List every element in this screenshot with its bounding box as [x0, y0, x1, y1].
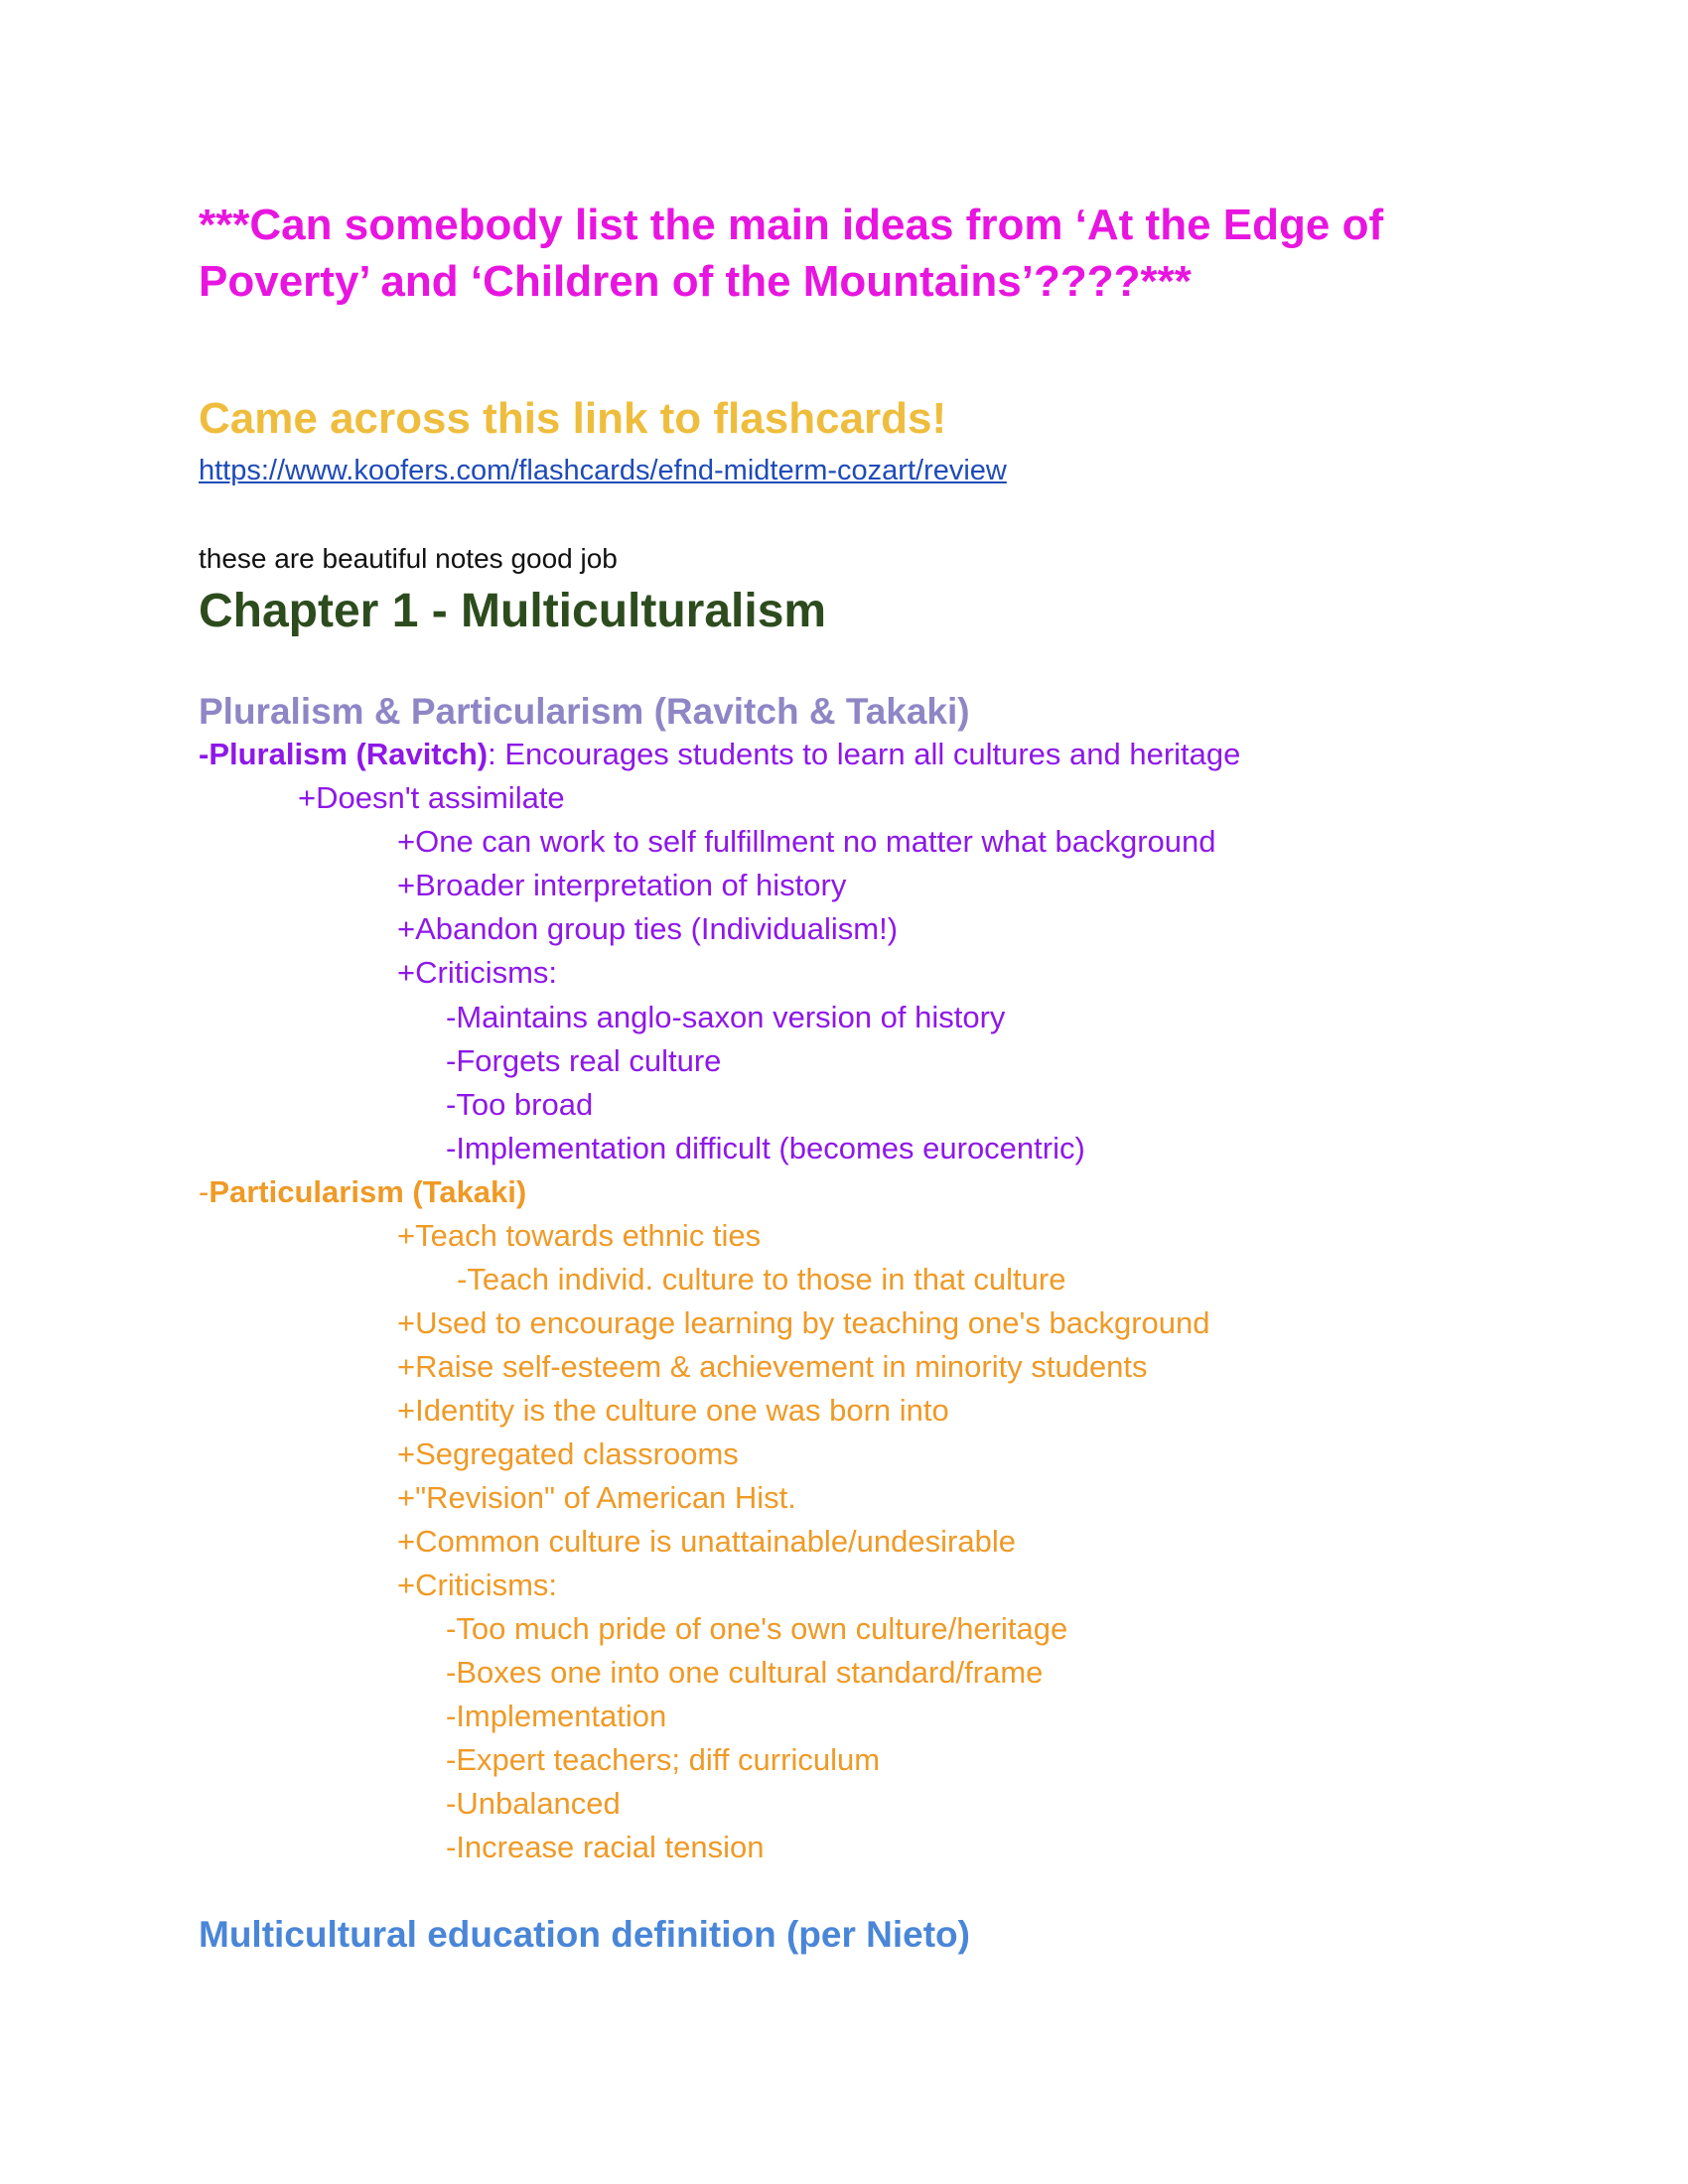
pluralism-criticism: -Maintains anglo-saxon version of history: [446, 1000, 1006, 1034]
question-heading: ***Can somebody list the main ideas from ‘At the Edge of Poverty’ and ‘Children of the Mountains’????***: [199, 201, 1384, 306]
particularism-dash: -: [199, 1174, 210, 1209]
particularism-point: +Teach towards ethnic ties: [397, 1218, 762, 1253]
particularism-criticism: -Too much pride of one's own culture/heritage: [446, 1611, 1068, 1646]
particularism-criticism: -Boxes one into one cultural standard/frame: [446, 1655, 1044, 1690]
particularism-criticisms-label: +Criticisms:: [397, 1568, 558, 1602]
particularism-point: +Identity is the culture one was born into: [397, 1393, 949, 1428]
pluralism-criticism: -Forgets real culture: [446, 1043, 722, 1078]
particularism-point: +Used to encourage learning by teaching one's background: [397, 1305, 1210, 1340]
comment-text: these are beautiful notes good job: [199, 543, 618, 574]
nieto-heading: Multicultural education definition (per Nieto): [199, 1914, 970, 1955]
particularism-point: +"Revision" of American Hist.: [397, 1480, 796, 1515]
chapter-title: Chapter 1 - Multiculturalism: [199, 585, 827, 637]
pluralism-point: +Broader interpretation of history: [397, 868, 847, 902]
particularism-heading: [199, 1173, 526, 1211]
particularism-criticism: -Unbalanced: [446, 1786, 621, 1821]
pluralism-criticisms-label: +Criticisms:: [397, 955, 558, 990]
particularism-criticism: -Increase racial tension: [446, 1830, 765, 1864]
particularism-point: +Raise self-esteem & achievement in minority students: [397, 1349, 1148, 1384]
flashcards-heading: Came across this link to flashcards!: [199, 394, 947, 443]
pluralism-dash: -: [199, 737, 210, 771]
pluralism-criticism: -Implementation difficult (becomes eurocentric): [446, 1131, 1085, 1165]
particularism-term: Particularism (Takaki): [209, 1174, 527, 1209]
pluralism-term: Pluralism (Ravitch): [209, 737, 489, 771]
flashcards-link[interactable]: https://www.koofers.com/flashcards/efnd-midterm-cozart/review: [199, 455, 1007, 486]
pluralism-point: +Doesn't assimilate: [298, 780, 565, 815]
pluralism-definition: [199, 736, 1240, 773]
pluralism-point: +One can work to self fulfillment no matter what background: [397, 824, 1216, 859]
particularism-point: +Segregated classrooms: [397, 1436, 739, 1471]
pluralism-criticism: -Too broad: [446, 1087, 594, 1122]
section-heading: Pluralism & Particularism (Ravitch & Takaki): [199, 691, 970, 732]
particularism-criticism: -Implementation: [446, 1699, 667, 1733]
particularism-subpoint: -Teach individ. culture to those in that culture: [457, 1262, 1066, 1297]
pluralism-point: +Abandon group ties (Individualism!): [397, 911, 899, 946]
particularism-point: +Common culture is unattainable/undesirable: [397, 1524, 1016, 1559]
pluralism-definition-text: : Encourages students to learn all cultures and heritage: [488, 737, 1241, 771]
particularism-criticism: -Expert teachers; diff curriculum: [446, 1742, 881, 1777]
